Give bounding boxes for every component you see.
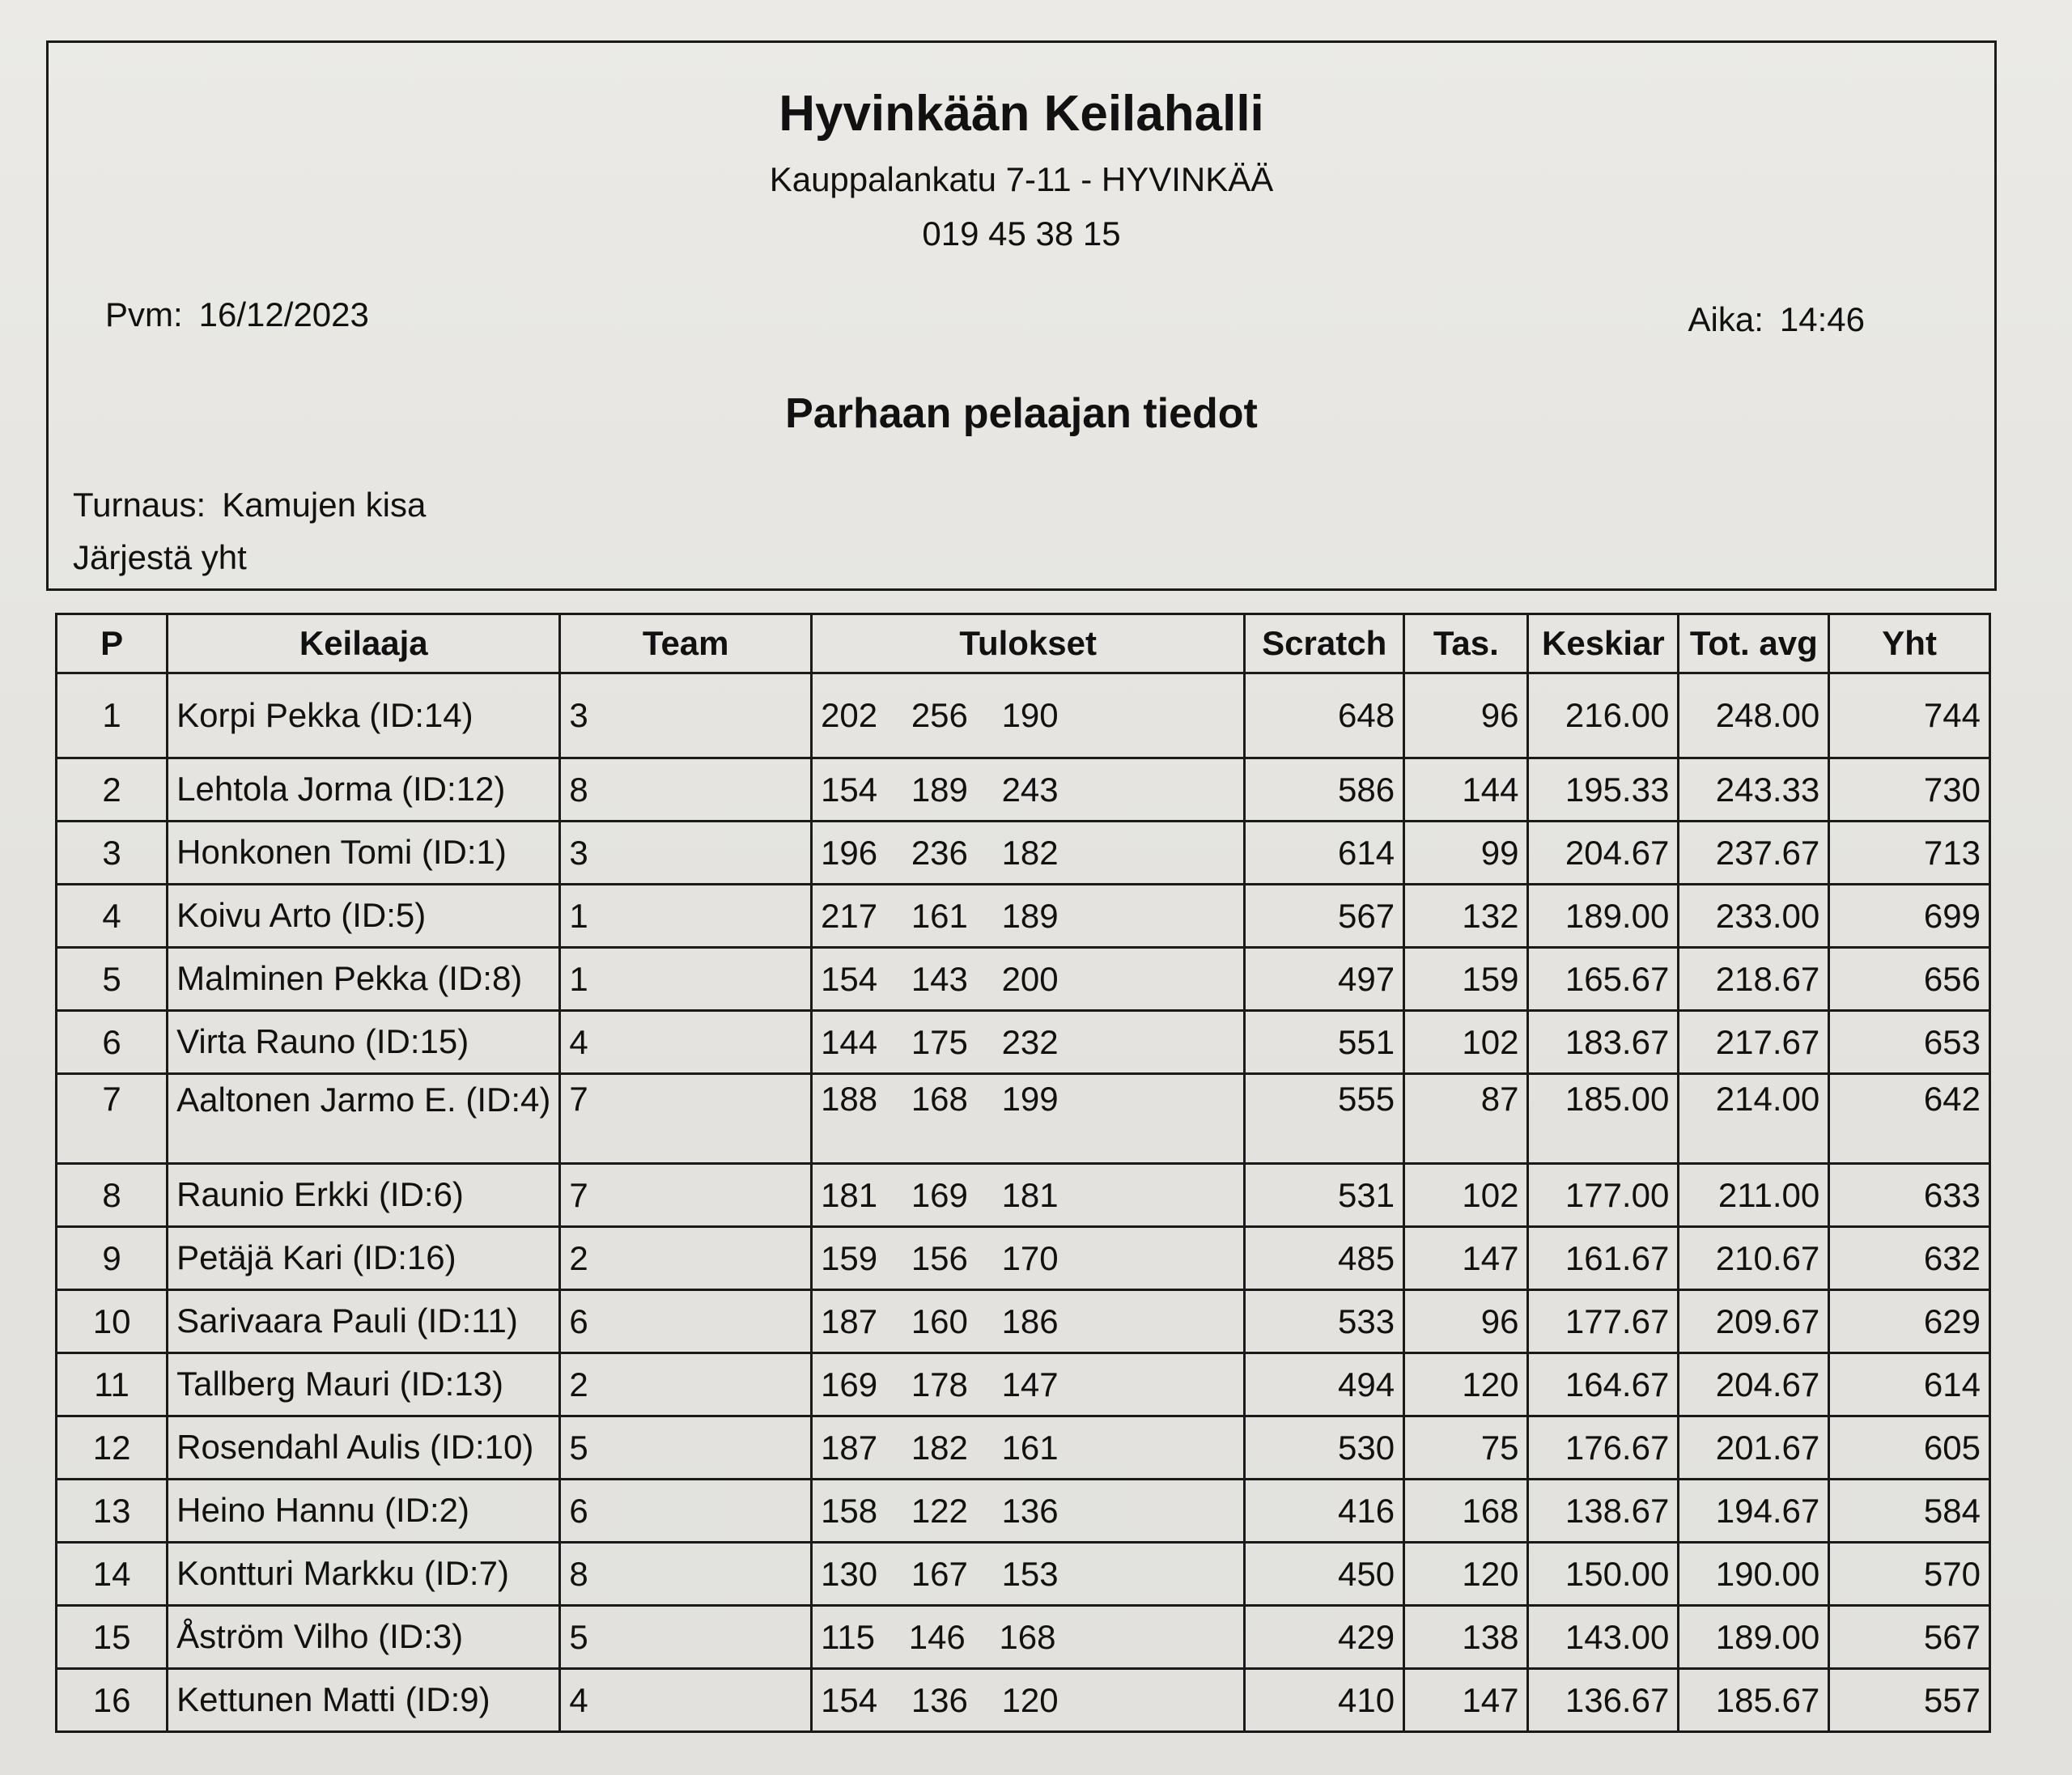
- total-average-cell: 211.00: [1679, 1164, 1829, 1227]
- game-scores-cell: 159 156 170: [812, 1227, 1245, 1290]
- handicap-cell: 120: [1404, 1543, 1528, 1606]
- rank-cell: 15: [57, 1606, 168, 1669]
- tournament-label: Turnaus:: [73, 486, 206, 524]
- team-cell: 5: [560, 1416, 812, 1480]
- average-cell: 143.00: [1528, 1606, 1679, 1669]
- table-row: [57, 673, 1990, 758]
- game-scores-cell: 188 168 199: [812, 1074, 1245, 1164]
- scratch-cell: 586: [1245, 758, 1404, 822]
- column-header-bowler: Keilaaja: [168, 614, 560, 673]
- sort-order: Järjestä yht: [73, 538, 247, 576]
- date-row: [105, 295, 369, 334]
- game-scores-cell: 158 122 136: [812, 1480, 1245, 1543]
- rank-cell: 12: [57, 1416, 168, 1480]
- total-cell: 584: [1829, 1480, 1990, 1543]
- date-label: Pvm:: [105, 295, 183, 333]
- table-row: [57, 1227, 1990, 1290]
- total-average-cell: 185.67: [1679, 1669, 1829, 1732]
- column-header-total: Yht: [1829, 614, 1990, 673]
- handicap-cell: 120: [1404, 1353, 1528, 1416]
- total-cell: 567: [1829, 1606, 1990, 1669]
- scratch-cell: 485: [1245, 1227, 1404, 1290]
- rank-cell: 11: [57, 1353, 168, 1416]
- column-header-rank: P: [57, 614, 168, 673]
- scratch-cell: 648: [1245, 673, 1404, 758]
- total-cell: 614: [1829, 1353, 1990, 1416]
- total-cell: 656: [1829, 948, 1990, 1011]
- rank-cell: 7: [57, 1074, 168, 1164]
- game-scores-cell: 130 167 153: [812, 1543, 1245, 1606]
- column-header-total-average: Tot. avg: [1679, 614, 1829, 673]
- team-cell: 8: [560, 758, 812, 822]
- total-cell: 699: [1829, 885, 1990, 948]
- rank-cell: 3: [57, 822, 168, 885]
- table-row: [57, 1480, 1990, 1543]
- bowler-name-cell: Malminen Pekka (ID:8): [168, 948, 560, 1011]
- game-scores-cell: 154 189 243: [812, 758, 1245, 822]
- tournament-row: [73, 486, 426, 524]
- bowler-name-cell: Tallberg Mauri (ID:13): [168, 1353, 560, 1416]
- column-header-team: Team: [560, 614, 812, 673]
- rank-cell: 16: [57, 1669, 168, 1732]
- scratch-cell: 410: [1245, 1669, 1404, 1732]
- scratch-cell: 567: [1245, 885, 1404, 948]
- game-scores-cell: 196 236 182: [812, 822, 1245, 885]
- table-row: [57, 1074, 1990, 1164]
- scratch-cell: 531: [1245, 1164, 1404, 1227]
- rank-cell: 10: [57, 1290, 168, 1353]
- bowler-name-cell: Kontturi Markku (ID:7): [168, 1543, 560, 1606]
- rank-cell: 1: [57, 673, 168, 758]
- team-cell: 1: [560, 948, 812, 1011]
- average-cell: 216.00: [1528, 673, 1679, 758]
- total-average-cell: 237.67: [1679, 822, 1829, 885]
- total-average-cell: 189.00: [1679, 1606, 1829, 1669]
- scratch-cell: 416: [1245, 1480, 1404, 1543]
- handicap-cell: 75: [1404, 1416, 1528, 1480]
- total-cell: 632: [1829, 1227, 1990, 1290]
- table-row: [57, 1669, 1990, 1732]
- total-cell: 570: [1829, 1543, 1990, 1606]
- column-header-average: Keskiar: [1528, 614, 1679, 673]
- bowler-name-cell: Heino Hannu (ID:2): [168, 1480, 560, 1543]
- hall-name: Hyvinkään Keilahalli: [779, 86, 1264, 142]
- bowler-name-cell: Petäjä Kari (ID:16): [168, 1227, 560, 1290]
- scratch-cell: 555: [1245, 1074, 1404, 1164]
- total-average-cell: 243.33: [1679, 758, 1829, 822]
- team-cell: 7: [560, 1074, 812, 1164]
- total-average-cell: 217.67: [1679, 1011, 1829, 1074]
- tournament-value: Kamujen kisa: [222, 486, 427, 524]
- scratch-cell: 533: [1245, 1290, 1404, 1353]
- handicap-cell: 87: [1404, 1074, 1528, 1164]
- average-cell: 183.67: [1528, 1011, 1679, 1074]
- total-cell: 633: [1829, 1164, 1990, 1227]
- team-cell: 3: [560, 673, 812, 758]
- average-cell: 138.67: [1528, 1480, 1679, 1543]
- table-header-row: [57, 614, 1990, 673]
- handicap-cell: 102: [1404, 1164, 1528, 1227]
- handicap-cell: 96: [1404, 673, 1528, 758]
- results-table: [55, 613, 1991, 1733]
- handicap-cell: 99: [1404, 822, 1528, 885]
- total-average-cell: 248.00: [1679, 673, 1829, 758]
- game-scores-cell: 217 161 189: [812, 885, 1245, 948]
- handicap-cell: 159: [1404, 948, 1528, 1011]
- average-cell: 177.00: [1528, 1164, 1679, 1227]
- game-scores-cell: 154 136 120: [812, 1669, 1245, 1732]
- average-cell: 165.67: [1528, 948, 1679, 1011]
- bowler-name-cell: Åström Vilho (ID:3): [168, 1606, 560, 1669]
- date-value: 16/12/2023: [198, 295, 369, 333]
- team-cell: 5: [560, 1606, 812, 1669]
- scratch-cell: 614: [1245, 822, 1404, 885]
- bowler-name-cell: Rosendahl Aulis (ID:10): [168, 1416, 560, 1480]
- hall-address: Kauppalankatu 7-11 - HYVINKÄÄ: [769, 160, 1274, 198]
- table-row: [57, 1416, 1990, 1480]
- scratch-cell: 494: [1245, 1353, 1404, 1416]
- handicap-cell: 132: [1404, 885, 1528, 948]
- total-average-cell: 214.00: [1679, 1074, 1829, 1164]
- handicap-cell: 147: [1404, 1227, 1528, 1290]
- table-row: [57, 1164, 1990, 1227]
- average-cell: 189.00: [1528, 885, 1679, 948]
- average-cell: 136.67: [1528, 1669, 1679, 1732]
- scratch-cell: 551: [1245, 1011, 1404, 1074]
- total-average-cell: 201.67: [1679, 1416, 1829, 1480]
- rank-cell: 2: [57, 758, 168, 822]
- game-scores-cell: 154 143 200: [812, 948, 1245, 1011]
- time-row: [1688, 300, 1865, 339]
- scratch-cell: 429: [1245, 1606, 1404, 1669]
- game-scores-cell: 202 256 190: [812, 673, 1245, 758]
- total-cell: 713: [1829, 822, 1990, 885]
- table-row: [57, 822, 1990, 885]
- total-average-cell: 218.67: [1679, 948, 1829, 1011]
- rank-cell: 8: [57, 1164, 168, 1227]
- bowler-name-cell: Aaltonen Jarmo E. (ID:4): [168, 1074, 560, 1164]
- total-average-cell: 204.67: [1679, 1353, 1829, 1416]
- time-label: Aika:: [1688, 300, 1764, 338]
- game-scores-cell: 144 175 232: [812, 1011, 1245, 1074]
- column-header-handicap: Tas.: [1404, 614, 1528, 673]
- column-header-scores: Tulokset: [812, 614, 1245, 673]
- rank-cell: 4: [57, 885, 168, 948]
- average-cell: 150.00: [1528, 1543, 1679, 1606]
- time-value: 14:46: [1779, 300, 1865, 338]
- rank-cell: 5: [57, 948, 168, 1011]
- results-body: [57, 673, 1990, 1732]
- bowler-name-cell: Koivu Arto (ID:5): [168, 885, 560, 948]
- total-cell: 744: [1829, 673, 1990, 758]
- handicap-cell: 102: [1404, 1011, 1528, 1074]
- team-cell: 6: [560, 1290, 812, 1353]
- bowler-name-cell: Lehtola Jorma (ID:12): [168, 758, 560, 822]
- total-average-cell: 194.67: [1679, 1480, 1829, 1543]
- team-cell: 2: [560, 1353, 812, 1416]
- bowler-name-cell: Raunio Erkki (ID:6): [168, 1164, 560, 1227]
- total-average-cell: 190.00: [1679, 1543, 1829, 1606]
- table-row: [57, 1606, 1990, 1669]
- game-scores-cell: 181 169 181: [812, 1164, 1245, 1227]
- bowler-name-cell: Sarivaara Pauli (ID:11): [168, 1290, 560, 1353]
- team-cell: 4: [560, 1669, 812, 1732]
- game-scores-cell: 187 160 186: [812, 1290, 1245, 1353]
- game-scores-cell: 169 178 147: [812, 1353, 1245, 1416]
- handicap-cell: 144: [1404, 758, 1528, 822]
- average-cell: 177.67: [1528, 1290, 1679, 1353]
- team-cell: 6: [560, 1480, 812, 1543]
- bowler-name-cell: Virta Rauno (ID:15): [168, 1011, 560, 1074]
- total-cell: 642: [1829, 1074, 1990, 1164]
- rank-cell: 6: [57, 1011, 168, 1074]
- rank-cell: 13: [57, 1480, 168, 1543]
- total-average-cell: 210.67: [1679, 1227, 1829, 1290]
- total-cell: 557: [1829, 1669, 1990, 1732]
- handicap-cell: 147: [1404, 1669, 1528, 1732]
- table-row: [57, 758, 1990, 822]
- bowler-name-cell: Korpi Pekka (ID:14): [168, 673, 560, 758]
- hall-phone: 019 45 38 15: [922, 214, 1121, 253]
- game-scores-cell: 187 182 161: [812, 1416, 1245, 1480]
- rank-cell: 14: [57, 1543, 168, 1606]
- scratch-cell: 497: [1245, 948, 1404, 1011]
- table-row: [57, 1353, 1990, 1416]
- scratch-cell: 450: [1245, 1543, 1404, 1606]
- total-cell: 730: [1829, 758, 1990, 822]
- team-cell: 1: [560, 885, 812, 948]
- average-cell: 195.33: [1528, 758, 1679, 822]
- average-cell: 176.67: [1528, 1416, 1679, 1480]
- handicap-cell: 96: [1404, 1290, 1528, 1353]
- scratch-cell: 530: [1245, 1416, 1404, 1480]
- total-average-cell: 209.67: [1679, 1290, 1829, 1353]
- total-cell: 653: [1829, 1011, 1990, 1074]
- bowler-name-cell: Honkonen Tomi (ID:1): [168, 822, 560, 885]
- bowler-name-cell: Kettunen Matti (ID:9): [168, 1669, 560, 1732]
- table-row: [57, 1543, 1990, 1606]
- team-cell: 8: [560, 1543, 812, 1606]
- average-cell: 161.67: [1528, 1227, 1679, 1290]
- total-cell: 629: [1829, 1290, 1990, 1353]
- table-row: [57, 885, 1990, 948]
- total-cell: 605: [1829, 1416, 1990, 1480]
- team-cell: 7: [560, 1164, 812, 1227]
- team-cell: 3: [560, 822, 812, 885]
- table-row: [57, 1290, 1990, 1353]
- table-row: [57, 1011, 1990, 1074]
- report-header: [46, 40, 1997, 591]
- total-average-cell: 233.00: [1679, 885, 1829, 948]
- team-cell: 4: [560, 1011, 812, 1074]
- average-cell: 204.67: [1528, 822, 1679, 885]
- average-cell: 185.00: [1528, 1074, 1679, 1164]
- handicap-cell: 138: [1404, 1606, 1528, 1669]
- game-scores-cell: 115 146 168: [812, 1606, 1245, 1669]
- team-cell: 2: [560, 1227, 812, 1290]
- column-header-scratch: Scratch: [1245, 614, 1404, 673]
- average-cell: 164.67: [1528, 1353, 1679, 1416]
- report-title: Parhaan pelaajan tiedot: [785, 390, 1258, 437]
- handicap-cell: 168: [1404, 1480, 1528, 1543]
- rank-cell: 9: [57, 1227, 168, 1290]
- table-row: [57, 948, 1990, 1011]
